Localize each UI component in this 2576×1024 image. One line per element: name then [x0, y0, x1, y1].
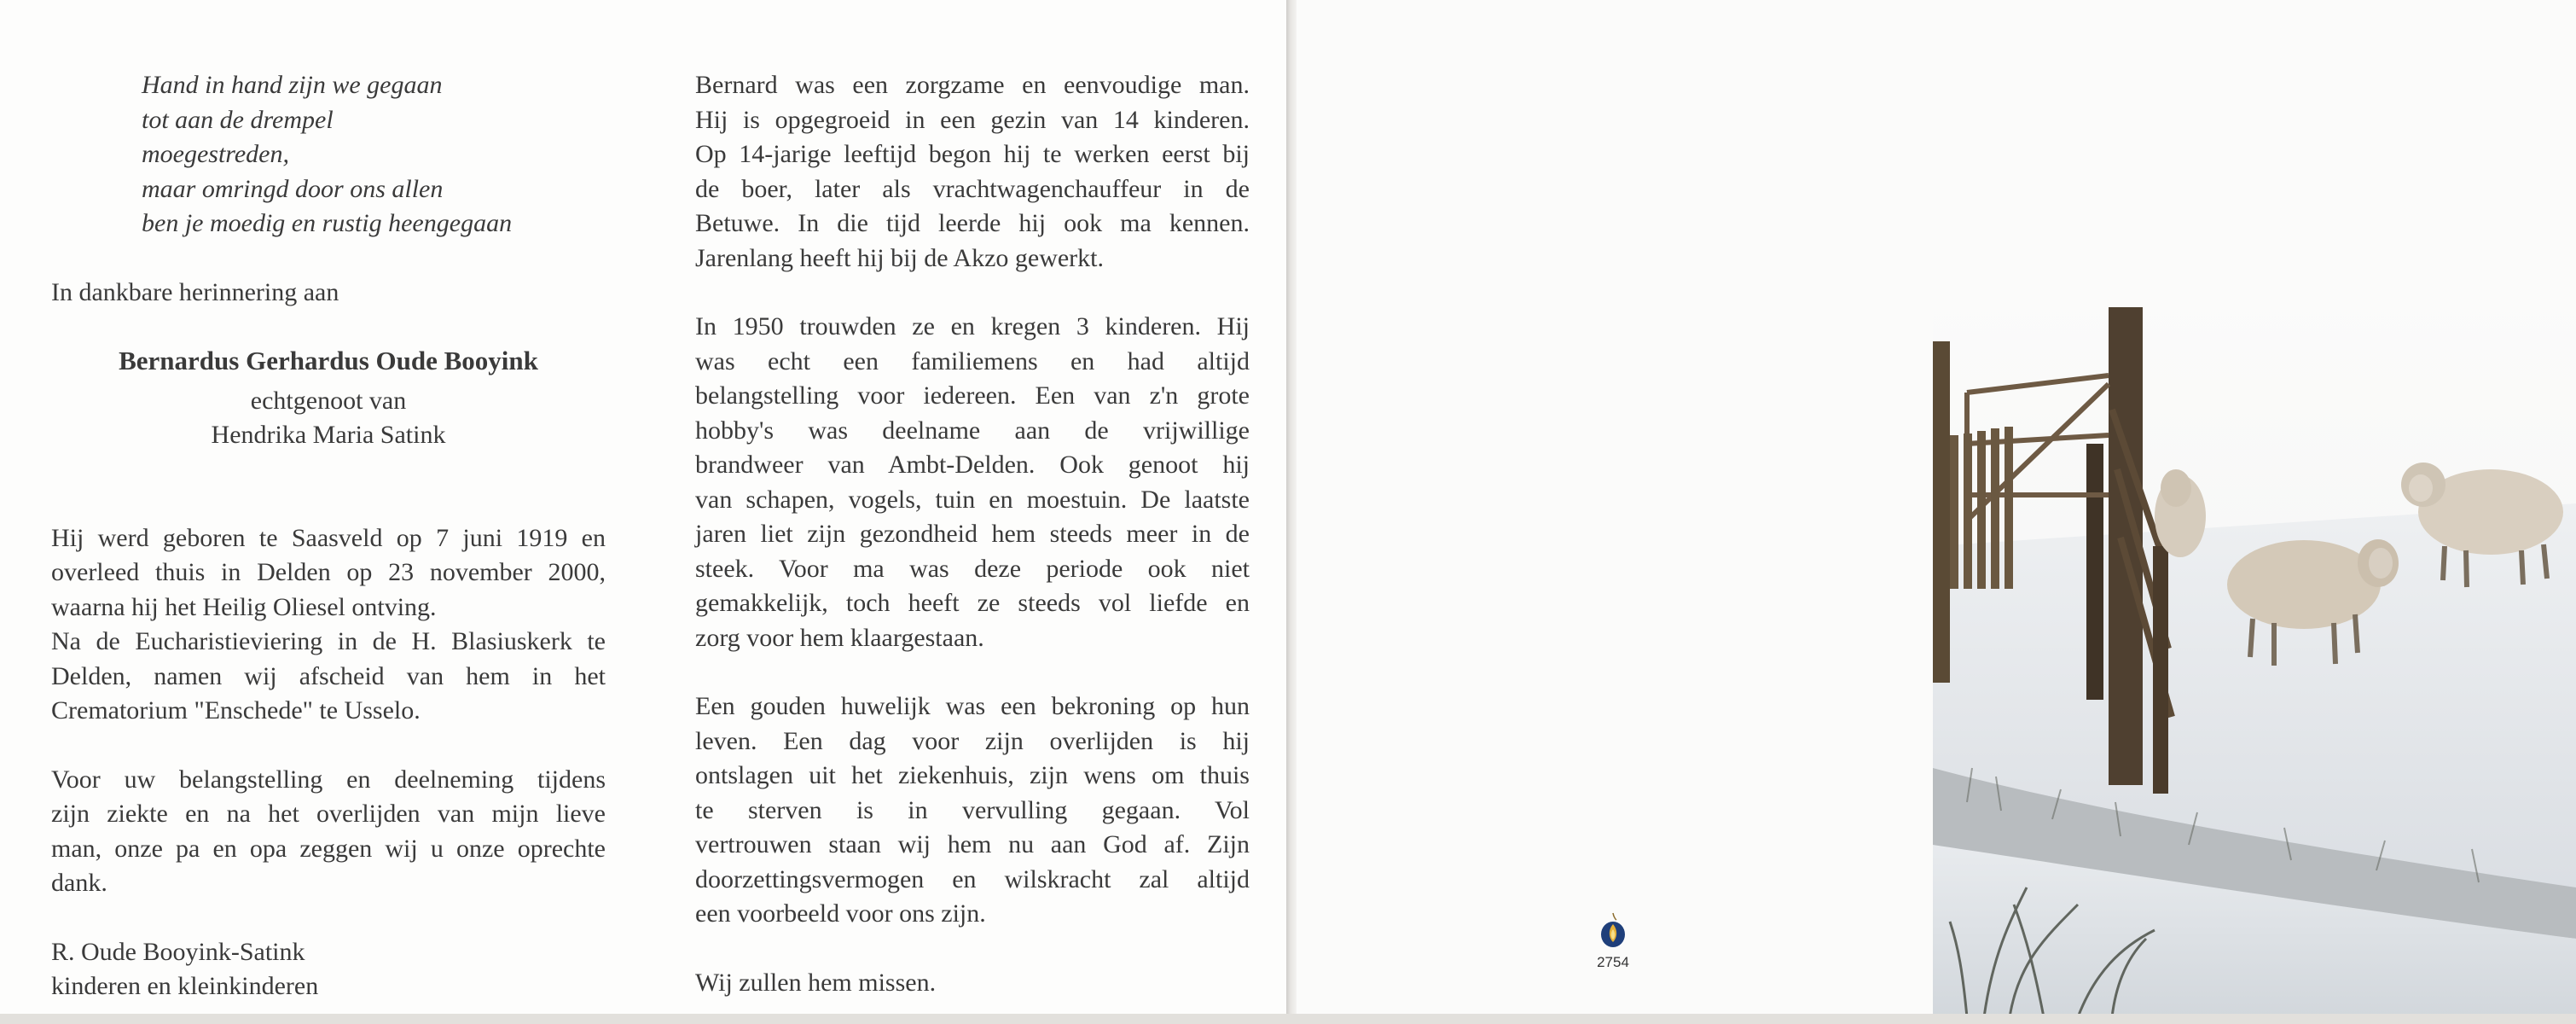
poem-line: moegestreden,	[142, 140, 289, 168]
paragraph-1	[695, 68, 1250, 276]
paragraph-line: te sterven is in vervulling gegaan. Vol	[695, 795, 1250, 824]
thanks-line: man, onze pa en opa zeggen wij u onze oprechte	[51, 834, 606, 863]
card-fold	[1286, 0, 1297, 1024]
right-column	[695, 68, 1250, 1000]
paragraph-line: doorzettingsvermogen en wilskracht zal altijd	[695, 864, 1250, 893]
poem	[51, 68, 606, 241]
closing-text: Wij zullen hem missen.	[695, 968, 937, 997]
paragraph-line: leven. Een dag voor zijn overlijden is hij	[695, 726, 1250, 755]
paragraph-line: Op 14-jarige leeftijd begon hij te werken eerst bij	[695, 140, 1250, 168]
paragraph-line: Hij is opgegroeid in een gezin van 14 kinderen.	[695, 105, 1250, 134]
paragraph-line: In 1950 trouwden ze en kregen 3 kinderen. Hij	[695, 312, 1250, 340]
biography-line: Na de Eucharistieviering in de H. Blasiuskerk te	[51, 627, 606, 655]
paragraph-line: Betuwe. In die tijd leerde hij ook ma kennen.	[695, 209, 1250, 237]
thanks-paragraph	[51, 763, 606, 901]
poem-line: ben je moedig en rustig heengegaan	[142, 209, 513, 237]
paragraph-line: de boer, later als vrachtwagenchauffeur in de	[695, 174, 1250, 203]
paragraph-line: van schapen, vogels, tuin en moestuin. De laatste	[695, 485, 1250, 514]
paragraph-line: hobby's was deelname aan de vrijwillige	[695, 416, 1250, 445]
paragraph-line: jaren liet zijn gezondheid hem steeds meer in de	[695, 520, 1250, 548]
paragraph-line: Jarenlang heeft hij bij de Akzo gewerkt.	[695, 243, 1105, 272]
emblem-code: 2754	[1597, 954, 1629, 970]
paragraph-line: zorg voor hem klaargestaan.	[695, 623, 984, 652]
sheep-in-snow-photo	[1933, 290, 2576, 1017]
paragraph-line: was echt een familiemens en had altijd	[695, 346, 1250, 375]
paragraph-line: ontslagen uit het ziekenhuis, zijn wens om thuis	[695, 761, 1250, 789]
biography-line: waarna hij het Heilig Oliesel ontving.	[51, 592, 437, 621]
thanks-line: dank.	[51, 869, 107, 897]
signature-line: R. Oude Booyink-Satink	[51, 937, 305, 966]
relation-text: echtgenoot van	[250, 386, 407, 415]
poem-line: Hand in hand zijn we gegaan	[142, 71, 443, 99]
left-page	[0, 0, 1286, 1024]
intro-text: In dankbare herinnering aan	[51, 277, 339, 306]
thanks-line: zijn ziekte en na het overlijden van mijn lieve	[51, 800, 606, 828]
poem-line: maar omringd door ons allen	[142, 174, 444, 203]
card-bottom-edge	[0, 1014, 2576, 1024]
paragraph-3	[695, 689, 1250, 932]
biography-line: Crematorium "Enschede" te Usselo.	[51, 696, 421, 724]
candle-flame-icon	[1596, 911, 1630, 953]
biography-line: Delden, namen wij afscheid van hem in het	[51, 661, 606, 690]
paragraph-line: Een gouden huwelijk was een bekroning op hun	[695, 692, 1250, 720]
paragraph-line: brandweer van Ambt-Delden. Ook genoot hij	[695, 451, 1250, 479]
biography-line: overleed thuis in Delden op 23 november 2000,	[51, 558, 606, 586]
paragraph-line: Bernard was een zorgzame en eenvoudige man.	[695, 71, 1250, 99]
spouse-name: Hendrika Maria Satink	[211, 421, 446, 449]
signature	[51, 935, 606, 1004]
paragraph-line: belangstelling voor iedereen. Een van z'n grote	[695, 381, 1250, 410]
paragraph-line: gemakkelijk, toch heeft ze steeds vol liefde en	[695, 589, 1250, 617]
biography-line: Hij werd geboren te Saasveld op 7 juni 1919 en	[51, 523, 606, 552]
signature-line: kinderen en kleinkinderen	[51, 972, 319, 1000]
biography	[51, 521, 606, 729]
paragraph-line: steek. Voor ma was deze periode ook niet	[695, 554, 1250, 583]
deceased-name: Bernardus Gerhardus Oude Booyink	[119, 346, 538, 375]
poem-line: tot aan de drempel	[142, 105, 334, 134]
left-column	[51, 68, 606, 1004]
paragraph-line: een voorbeeld voor ons zijn.	[695, 899, 986, 928]
paragraph-2	[695, 310, 1250, 655]
thanks-line: Voor uw belangstelling en deelneming tijdens	[51, 765, 606, 794]
paragraph-line: vertrouwen staan wij hem nu aan God af. Zijn	[695, 830, 1250, 858]
